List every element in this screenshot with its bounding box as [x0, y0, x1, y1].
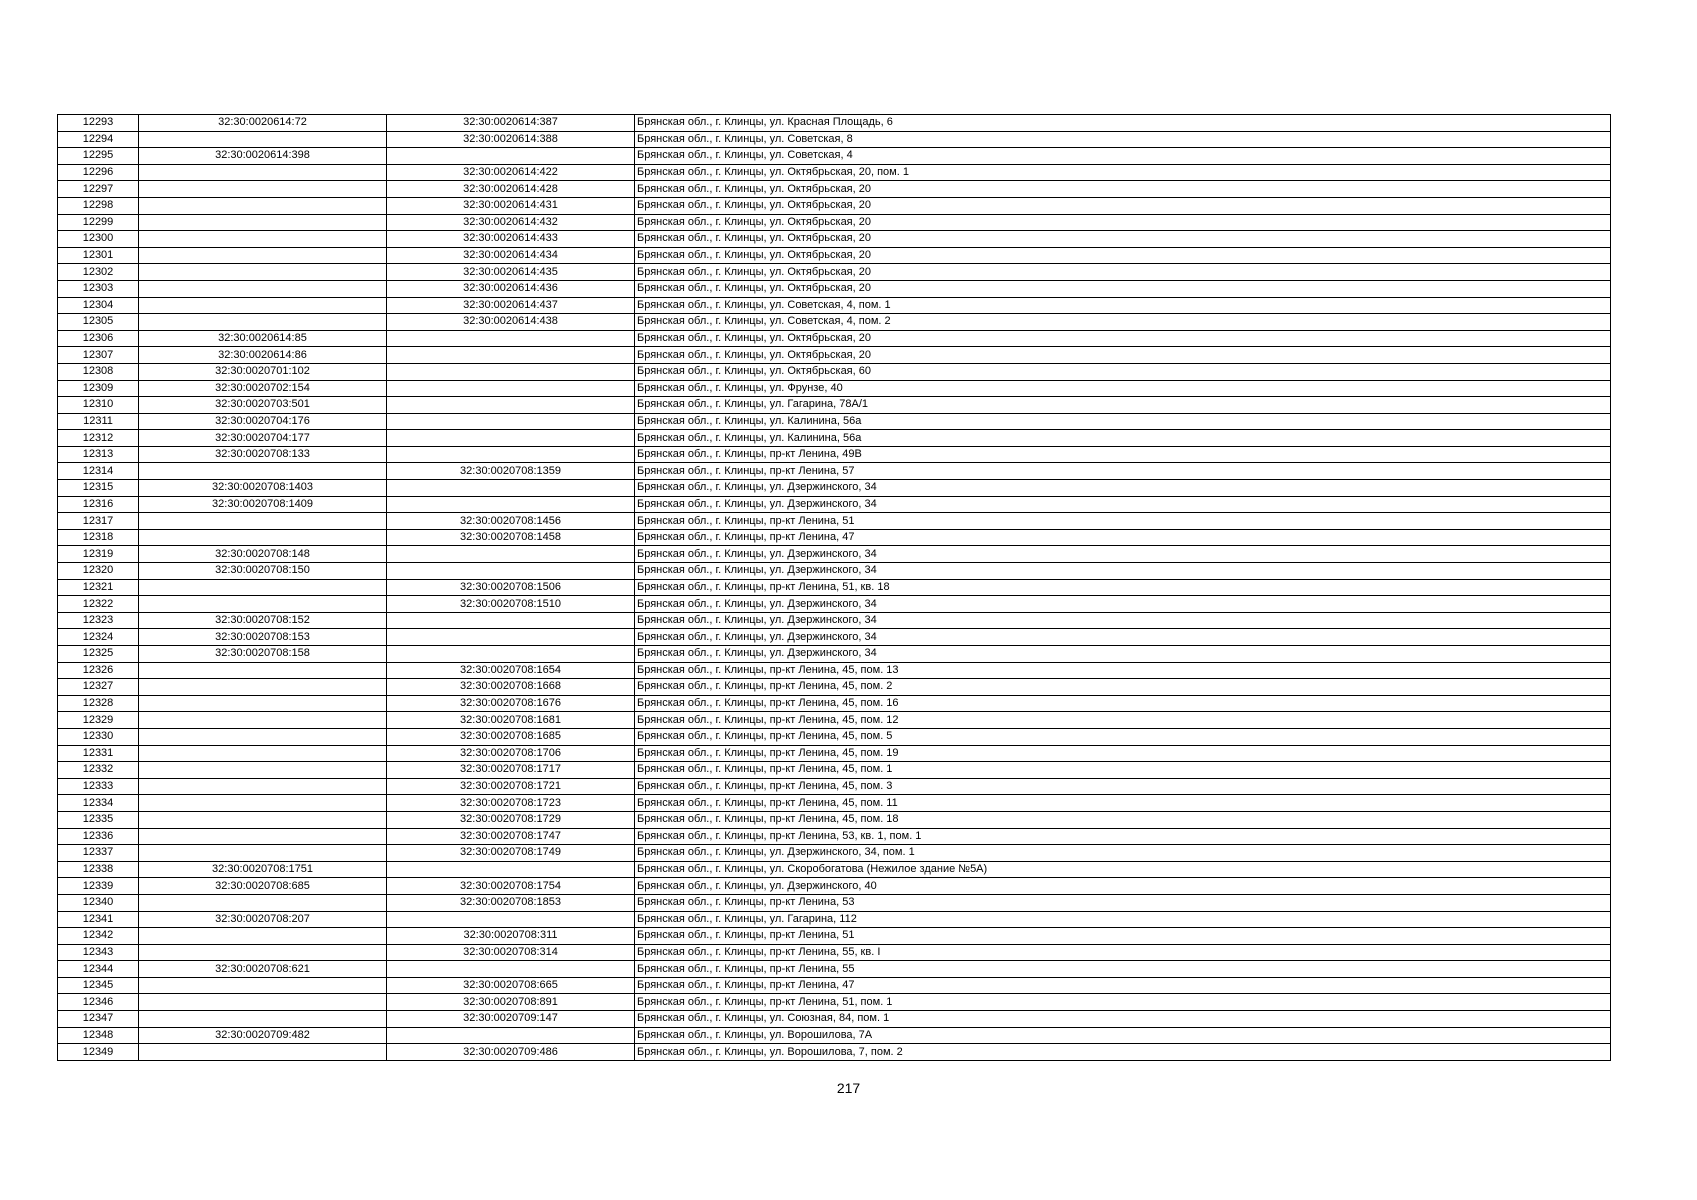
- address-cell: Брянская обл., г. Клинцы, пр-кт Ленина, 45, пом. 18: [635, 811, 1611, 828]
- table-row: [58, 563, 1611, 580]
- row-number-cell: 12309: [58, 380, 139, 397]
- table-row: [58, 944, 1611, 961]
- building-cadastral-number-cell: 32:30:0020708:1456: [387, 513, 635, 530]
- table-row: [58, 1011, 1611, 1028]
- building-cadastral-number-cell: [387, 480, 635, 497]
- land-cadastral-number-cell: 32:30:0020708:153: [139, 629, 387, 646]
- row-number-cell: 12335: [58, 811, 139, 828]
- row-number-cell: 12304: [58, 297, 139, 314]
- land-cadastral-number-cell: [139, 264, 387, 281]
- table-row: [58, 1027, 1611, 1044]
- building-cadastral-number-cell: [387, 546, 635, 563]
- building-cadastral-number-cell: [387, 1027, 635, 1044]
- building-cadastral-number-cell: 32:30:0020708:1749: [387, 845, 635, 862]
- building-cadastral-number-cell: [387, 413, 635, 430]
- table-row: [58, 496, 1611, 513]
- row-number-cell: 12315: [58, 480, 139, 497]
- address-cell: Брянская обл., г. Клинцы, ул. Дзержинского, 34: [635, 596, 1611, 613]
- land-cadastral-number-cell: 32:30:0020708:133: [139, 446, 387, 463]
- row-number-cell: 12343: [58, 944, 139, 961]
- land-cadastral-number-cell: [139, 231, 387, 248]
- building-cadastral-number-cell: [387, 629, 635, 646]
- land-cadastral-number-cell: [139, 214, 387, 231]
- table-row: [58, 662, 1611, 679]
- land-cadastral-number-cell: 32:30:0020708:621: [139, 961, 387, 978]
- table-row: [58, 994, 1611, 1011]
- address-cell: Брянская обл., г. Клинцы, ул. Дзержинского, 34: [635, 546, 1611, 563]
- building-cadastral-number-cell: 32:30:0020708:314: [387, 944, 635, 961]
- address-cell: Брянская обл., г. Клинцы, пр-кт Ленина, 45, пом. 16: [635, 695, 1611, 712]
- address-cell: Брянская обл., г. Клинцы, ул. Советская, 4, пом. 2: [635, 314, 1611, 331]
- table-row: [58, 728, 1611, 745]
- row-number-cell: 12307: [58, 347, 139, 364]
- row-number-cell: 12322: [58, 596, 139, 613]
- land-cadastral-number-cell: 32:30:0020708:685: [139, 878, 387, 895]
- table-row: [58, 413, 1611, 430]
- address-cell: Брянская обл., г. Клинцы, ул. Дзержинского, 40: [635, 878, 1611, 895]
- land-cadastral-number-cell: [139, 762, 387, 779]
- land-cadastral-number-cell: 32:30:0020614:85: [139, 330, 387, 347]
- address-cell: Брянская обл., г. Клинцы, пр-кт Ленина, 51, пом. 1: [635, 994, 1611, 1011]
- land-cadastral-number-cell: [139, 928, 387, 945]
- land-cadastral-number-cell: 32:30:0020702:154: [139, 380, 387, 397]
- table-row: [58, 480, 1611, 497]
- table-row: [58, 330, 1611, 347]
- land-cadastral-number-cell: [139, 745, 387, 762]
- address-cell: Брянская обл., г. Клинцы, ул. Дзержинского, 34: [635, 563, 1611, 580]
- table-row: [58, 878, 1611, 895]
- address-cell: Брянская обл., г. Клинцы, пр-кт Ленина, 45, пом. 12: [635, 712, 1611, 729]
- table-row: [58, 762, 1611, 779]
- land-cadastral-number-cell: 32:30:0020704:177: [139, 430, 387, 447]
- land-cadastral-number-cell: [139, 994, 387, 1011]
- land-cadastral-number-cell: [139, 513, 387, 530]
- land-cadastral-number-cell: 32:30:0020708:148: [139, 546, 387, 563]
- building-cadastral-number-cell: 32:30:0020614:388: [387, 131, 635, 148]
- building-cadastral-number-cell: 32:30:0020614:428: [387, 181, 635, 198]
- row-number-cell: 12305: [58, 314, 139, 331]
- address-cell: Брянская обл., г. Клинцы, ул. Октябрьская, 20: [635, 247, 1611, 264]
- building-cadastral-number-cell: 32:30:0020708:891: [387, 994, 635, 1011]
- building-cadastral-number-cell: [387, 563, 635, 580]
- address-cell: Брянская обл., г. Клинцы, пр-кт Ленина, 47: [635, 977, 1611, 994]
- building-cadastral-number-cell: 32:30:0020708:1510: [387, 596, 635, 613]
- building-cadastral-number-cell: 32:30:0020708:1506: [387, 579, 635, 596]
- address-cell: Брянская обл., г. Клинцы, ул. Фрунзе, 40: [635, 380, 1611, 397]
- table-row: [58, 247, 1611, 264]
- land-cadastral-number-cell: 32:30:0020704:176: [139, 413, 387, 430]
- land-cadastral-number-cell: [139, 579, 387, 596]
- row-number-cell: 12342: [58, 928, 139, 945]
- land-cadastral-number-cell: [139, 463, 387, 480]
- address-cell: Брянская обл., г. Клинцы, ул. Октябрьская, 20: [635, 197, 1611, 214]
- land-cadastral-number-cell: 32:30:0020614:86: [139, 347, 387, 364]
- land-cadastral-number-cell: 32:30:0020708:158: [139, 646, 387, 663]
- table-row: [58, 264, 1611, 281]
- page-number: 217: [836, 1080, 861, 1096]
- table-row: [58, 463, 1611, 480]
- table-row: [58, 1044, 1611, 1061]
- address-cell: Брянская обл., г. Клинцы, ул. Октябрьская, 20: [635, 231, 1611, 248]
- address-cell: Брянская обл., г. Клинцы, пр-кт Ленина, 45, пом. 13: [635, 662, 1611, 679]
- building-cadastral-number-cell: [387, 397, 635, 414]
- land-cadastral-number-cell: [139, 181, 387, 198]
- land-cadastral-number-cell: [139, 712, 387, 729]
- land-cadastral-number-cell: [139, 1044, 387, 1061]
- address-cell: Брянская обл., г. Клинцы, пр-кт Ленина, 51: [635, 928, 1611, 945]
- row-number-cell: 12336: [58, 828, 139, 845]
- table-row: [58, 430, 1611, 447]
- land-cadastral-number-cell: [139, 977, 387, 994]
- building-cadastral-number-cell: 32:30:0020708:1723: [387, 795, 635, 812]
- row-number-cell: 12299: [58, 214, 139, 231]
- building-cadastral-number-cell: 32:30:0020614:387: [387, 115, 635, 132]
- land-cadastral-number-cell: 32:30:0020703:501: [139, 397, 387, 414]
- land-cadastral-number-cell: 32:30:0020701:102: [139, 363, 387, 380]
- table-row: [58, 778, 1611, 795]
- address-cell: Брянская обл., г. Клинцы, ул. Дзержинского, 34: [635, 612, 1611, 629]
- address-cell: Брянская обл., г. Клинцы, пр-кт Ленина, 45, пом. 3: [635, 778, 1611, 795]
- table-row: [58, 231, 1611, 248]
- address-cell: Брянская обл., г. Клинцы, пр-кт Ленина, 45, пом. 19: [635, 745, 1611, 762]
- row-number-cell: 12301: [58, 247, 139, 264]
- building-cadastral-number-cell: 32:30:0020708:1668: [387, 679, 635, 696]
- table-row: [58, 280, 1611, 297]
- address-cell: Брянская обл., г. Клинцы, пр-кт Ленина, 51: [635, 513, 1611, 530]
- row-number-cell: 12314: [58, 463, 139, 480]
- land-cadastral-number-cell: [139, 314, 387, 331]
- row-number-cell: 12308: [58, 363, 139, 380]
- building-cadastral-number-cell: 32:30:0020614:437: [387, 297, 635, 314]
- land-cadastral-number-cell: 32:30:0020708:207: [139, 911, 387, 928]
- row-number-cell: 12349: [58, 1044, 139, 1061]
- address-cell: Брянская обл., г. Клинцы, ул. Калинина, 56а: [635, 430, 1611, 447]
- building-cadastral-number-cell: 32:30:0020708:665: [387, 977, 635, 994]
- row-number-cell: 12324: [58, 629, 139, 646]
- building-cadastral-number-cell: [387, 911, 635, 928]
- address-cell: Брянская обл., г. Клинцы, ул. Советская, 4: [635, 148, 1611, 165]
- building-cadastral-number-cell: 32:30:0020614:436: [387, 280, 635, 297]
- address-cell: Брянская обл., г. Клинцы, ул. Красная Площадь, 6: [635, 115, 1611, 132]
- building-cadastral-number-cell: 32:30:0020708:1676: [387, 695, 635, 712]
- row-number-cell: 12296: [58, 164, 139, 181]
- building-cadastral-number-cell: [387, 612, 635, 629]
- land-cadastral-number-cell: [139, 894, 387, 911]
- building-cadastral-number-cell: 32:30:0020708:311: [387, 928, 635, 945]
- building-cadastral-number-cell: 32:30:0020709:147: [387, 1011, 635, 1028]
- table-row: [58, 596, 1611, 613]
- table-row: [58, 845, 1611, 862]
- row-number-cell: 12317: [58, 513, 139, 530]
- address-cell: Брянская обл., г. Клинцы, пр-кт Ленина, 55, кв. I: [635, 944, 1611, 961]
- row-number-cell: 12312: [58, 430, 139, 447]
- land-cadastral-number-cell: 32:30:0020708:150: [139, 563, 387, 580]
- row-number-cell: 12302: [58, 264, 139, 281]
- building-cadastral-number-cell: 32:30:0020708:1685: [387, 728, 635, 745]
- building-cadastral-number-cell: 32:30:0020708:1706: [387, 745, 635, 762]
- table-row: [58, 197, 1611, 214]
- address-cell: Брянская обл., г. Клинцы, пр-кт Ленина, 55: [635, 961, 1611, 978]
- row-number-cell: 12320: [58, 563, 139, 580]
- address-cell: Брянская обл., г. Клинцы, ул. Октябрьская, 20: [635, 330, 1611, 347]
- address-cell: Брянская обл., г. Клинцы, ул. Дзержинского, 34, пом. 1: [635, 845, 1611, 862]
- land-cadastral-number-cell: [139, 778, 387, 795]
- address-cell: Брянская обл., г. Клинцы, ул. Октябрьская, 20: [635, 347, 1611, 364]
- table-row: [58, 314, 1611, 331]
- table-row: [58, 164, 1611, 181]
- address-cell: Брянская обл., г. Клинцы, пр-кт Ленина, 51, кв. 18: [635, 579, 1611, 596]
- table-row: [58, 380, 1611, 397]
- row-number-cell: 12319: [58, 546, 139, 563]
- building-cadastral-number-cell: 32:30:0020614:432: [387, 214, 635, 231]
- table-row: [58, 546, 1611, 563]
- row-number-cell: 12318: [58, 529, 139, 546]
- row-number-cell: 12327: [58, 679, 139, 696]
- land-cadastral-number-cell: [139, 944, 387, 961]
- table-row: [58, 894, 1611, 911]
- table-row: [58, 513, 1611, 530]
- table-row: [58, 928, 1611, 945]
- land-cadastral-number-cell: [139, 828, 387, 845]
- building-cadastral-number-cell: [387, 861, 635, 878]
- land-cadastral-number-cell: [139, 280, 387, 297]
- row-number-cell: 12321: [58, 579, 139, 596]
- building-cadastral-number-cell: 32:30:0020708:1721: [387, 778, 635, 795]
- land-cadastral-number-cell: [139, 529, 387, 546]
- row-number-cell: 12326: [58, 662, 139, 679]
- address-cell: Брянская обл., г. Клинцы, пр-кт Ленина, 45, пом. 5: [635, 728, 1611, 745]
- address-cell: Брянская обл., г. Клинцы, ул. Октябрьская, 20: [635, 214, 1611, 231]
- address-cell: Брянская обл., г. Клинцы, пр-кт Ленина, 45, пом. 2: [635, 679, 1611, 696]
- row-number-cell: 12345: [58, 977, 139, 994]
- table-row: [58, 961, 1611, 978]
- address-cell: Брянская обл., г. Клинцы, пр-кт Ленина, 57: [635, 463, 1611, 480]
- table-row: [58, 347, 1611, 364]
- row-number-cell: 12333: [58, 778, 139, 795]
- land-cadastral-number-cell: [139, 795, 387, 812]
- land-cadastral-number-cell: 32:30:0020708:1751: [139, 861, 387, 878]
- address-cell: Брянская обл., г. Клинцы, пр-кт Ленина, 47: [635, 529, 1611, 546]
- building-cadastral-number-cell: [387, 347, 635, 364]
- row-number-cell: 12329: [58, 712, 139, 729]
- table-row: [58, 148, 1611, 165]
- table-row: [58, 745, 1611, 762]
- land-cadastral-number-cell: [139, 297, 387, 314]
- address-cell: Брянская обл., г. Клинцы, ул. Октябрьская, 20: [635, 181, 1611, 198]
- table-row: [58, 297, 1611, 314]
- table-row: [58, 629, 1611, 646]
- row-number-cell: 12347: [58, 1011, 139, 1028]
- row-number-cell: 12311: [58, 413, 139, 430]
- row-number-cell: 12297: [58, 181, 139, 198]
- table-row: [58, 446, 1611, 463]
- land-cadastral-number-cell: 32:30:0020614:398: [139, 148, 387, 165]
- building-cadastral-number-cell: [387, 380, 635, 397]
- table-row: [58, 828, 1611, 845]
- table-row: [58, 115, 1611, 132]
- address-cell: Брянская обл., г. Клинцы, пр-кт Ленина, 49В: [635, 446, 1611, 463]
- row-number-cell: 12293: [58, 115, 139, 132]
- land-cadastral-number-cell: [139, 695, 387, 712]
- table-row: [58, 612, 1611, 629]
- building-cadastral-number-cell: 32:30:0020708:1717: [387, 762, 635, 779]
- table-row: [58, 695, 1611, 712]
- building-cadastral-number-cell: [387, 961, 635, 978]
- building-cadastral-number-cell: [387, 430, 635, 447]
- land-cadastral-number-cell: [139, 1011, 387, 1028]
- land-cadastral-number-cell: [139, 662, 387, 679]
- row-number-cell: 12338: [58, 861, 139, 878]
- address-cell: Брянская обл., г. Клинцы, пр-кт Ленина, 45, пом. 1: [635, 762, 1611, 779]
- row-number-cell: 12334: [58, 795, 139, 812]
- land-cadastral-number-cell: [139, 131, 387, 148]
- row-number-cell: 12339: [58, 878, 139, 895]
- building-cadastral-number-cell: [387, 330, 635, 347]
- address-cell: Брянская обл., г. Клинцы, ул. Ворошилова, 7, пом. 2: [635, 1044, 1611, 1061]
- address-cell: Брянская обл., г. Клинцы, ул. Октябрьская, 20: [635, 280, 1611, 297]
- building-cadastral-number-cell: 32:30:0020614:422: [387, 164, 635, 181]
- land-cadastral-number-cell: 32:30:0020708:1403: [139, 480, 387, 497]
- building-cadastral-number-cell: 32:30:0020708:1654: [387, 662, 635, 679]
- address-cell: Брянская обл., г. Клинцы, ул. Дзержинского, 34: [635, 496, 1611, 513]
- table-row: [58, 811, 1611, 828]
- row-number-cell: 12303: [58, 280, 139, 297]
- building-cadastral-number-cell: 32:30:0020708:1747: [387, 828, 635, 845]
- building-cadastral-number-cell: [387, 148, 635, 165]
- row-number-cell: 12313: [58, 446, 139, 463]
- table-row: [58, 712, 1611, 729]
- table-row: [58, 363, 1611, 380]
- building-cadastral-number-cell: 32:30:0020708:1681: [387, 712, 635, 729]
- row-number-cell: 12344: [58, 961, 139, 978]
- table-row: [58, 646, 1611, 663]
- land-cadastral-number-cell: [139, 247, 387, 264]
- building-cadastral-number-cell: [387, 646, 635, 663]
- table-row: [58, 214, 1611, 231]
- table-row: [58, 131, 1611, 148]
- building-cadastral-number-cell: [387, 446, 635, 463]
- address-cell: Брянская обл., г. Клинцы, пр-кт Ленина, 53: [635, 894, 1611, 911]
- land-cadastral-number-cell: 32:30:0020708:1409: [139, 496, 387, 513]
- address-cell: Брянская обл., г. Клинцы, ул. Октябрьская, 20, пом. 1: [635, 164, 1611, 181]
- building-cadastral-number-cell: 32:30:0020614:438: [387, 314, 635, 331]
- address-cell: Брянская обл., г. Клинцы, пр-кт Ленина, 53, кв. 1, пом. 1: [635, 828, 1611, 845]
- land-cadastral-number-cell: 32:30:0020709:482: [139, 1027, 387, 1044]
- row-number-cell: 12316: [58, 496, 139, 513]
- building-cadastral-number-cell: 32:30:0020708:1458: [387, 529, 635, 546]
- land-cadastral-number-cell: [139, 197, 387, 214]
- land-cadastral-number-cell: 32:30:0020614:72: [139, 115, 387, 132]
- row-number-cell: 12295: [58, 148, 139, 165]
- table-row: [58, 977, 1611, 994]
- registry-table-body: [58, 115, 1611, 1061]
- table-row: [58, 795, 1611, 812]
- address-cell: Брянская обл., г. Клинцы, ул. Гагарина, 78А/1: [635, 397, 1611, 414]
- address-cell: Брянская обл., г. Клинцы, ул. Гагарина, 112: [635, 911, 1611, 928]
- building-cadastral-number-cell: 32:30:0020708:1754: [387, 878, 635, 895]
- address-cell: Брянская обл., г. Клинцы, ул. Дзержинского, 34: [635, 480, 1611, 497]
- row-number-cell: 12330: [58, 728, 139, 745]
- land-cadastral-number-cell: [139, 679, 387, 696]
- row-number-cell: 12337: [58, 845, 139, 862]
- table-row: [58, 181, 1611, 198]
- address-cell: Брянская обл., г. Клинцы, ул. Скоробогатова (Нежилое здание №5А): [635, 861, 1611, 878]
- row-number-cell: 12294: [58, 131, 139, 148]
- table-row: [58, 579, 1611, 596]
- building-cadastral-number-cell: 32:30:0020708:1853: [387, 894, 635, 911]
- row-number-cell: 12306: [58, 330, 139, 347]
- table-row: [58, 397, 1611, 414]
- building-cadastral-number-cell: 32:30:0020709:486: [387, 1044, 635, 1061]
- row-number-cell: 12298: [58, 197, 139, 214]
- building-cadastral-number-cell: [387, 496, 635, 513]
- row-number-cell: 12346: [58, 994, 139, 1011]
- building-cadastral-number-cell: 32:30:0020614:434: [387, 247, 635, 264]
- row-number-cell: 12323: [58, 612, 139, 629]
- table-row: [58, 861, 1611, 878]
- row-number-cell: 12341: [58, 911, 139, 928]
- row-number-cell: 12332: [58, 762, 139, 779]
- address-cell: Брянская обл., г. Клинцы, ул. Октябрьская, 20: [635, 264, 1611, 281]
- land-cadastral-number-cell: [139, 164, 387, 181]
- table-row: [58, 679, 1611, 696]
- address-cell: Брянская обл., г. Клинцы, ул. Дзержинского, 34: [635, 629, 1611, 646]
- row-number-cell: 12328: [58, 695, 139, 712]
- address-cell: Брянская обл., г. Клинцы, ул. Октябрьская, 60: [635, 363, 1611, 380]
- row-number-cell: 12340: [58, 894, 139, 911]
- land-cadastral-number-cell: [139, 728, 387, 745]
- address-cell: Брянская обл., г. Клинцы, ул. Советская, 8: [635, 131, 1611, 148]
- address-cell: Брянская обл., г. Клинцы, ул. Союзная, 84, пом. 1: [635, 1011, 1611, 1028]
- building-cadastral-number-cell: 32:30:0020614:431: [387, 197, 635, 214]
- building-cadastral-number-cell: 32:30:0020708:1359: [387, 463, 635, 480]
- building-cadastral-number-cell: 32:30:0020708:1729: [387, 811, 635, 828]
- row-number-cell: 12348: [58, 1027, 139, 1044]
- building-cadastral-number-cell: 32:30:0020614:435: [387, 264, 635, 281]
- address-cell: Брянская обл., г. Клинцы, ул. Ворошилова, 7А: [635, 1027, 1611, 1044]
- land-cadastral-number-cell: [139, 596, 387, 613]
- row-number-cell: 12325: [58, 646, 139, 663]
- address-cell: Брянская обл., г. Клинцы, ул. Советская, 4, пом. 1: [635, 297, 1611, 314]
- land-cadastral-number-cell: [139, 845, 387, 862]
- address-cell: Брянская обл., г. Клинцы, ул. Дзержинского, 34: [635, 646, 1611, 663]
- row-number-cell: 12300: [58, 231, 139, 248]
- row-number-cell: 12310: [58, 397, 139, 414]
- address-cell: Брянская обл., г. Клинцы, ул. Калинина, 56а: [635, 413, 1611, 430]
- address-cell: Брянская обл., г. Клинцы, пр-кт Ленина, 45, пом. 11: [635, 795, 1611, 812]
- land-cadastral-number-cell: [139, 811, 387, 828]
- registry-sheet: [57, 114, 1610, 1061]
- registry-table: [57, 114, 1611, 1061]
- table-row: [58, 529, 1611, 546]
- building-cadastral-number-cell: 32:30:0020614:433: [387, 231, 635, 248]
- land-cadastral-number-cell: 32:30:0020708:152: [139, 612, 387, 629]
- table-row: [58, 911, 1611, 928]
- building-cadastral-number-cell: [387, 363, 635, 380]
- row-number-cell: 12331: [58, 745, 139, 762]
